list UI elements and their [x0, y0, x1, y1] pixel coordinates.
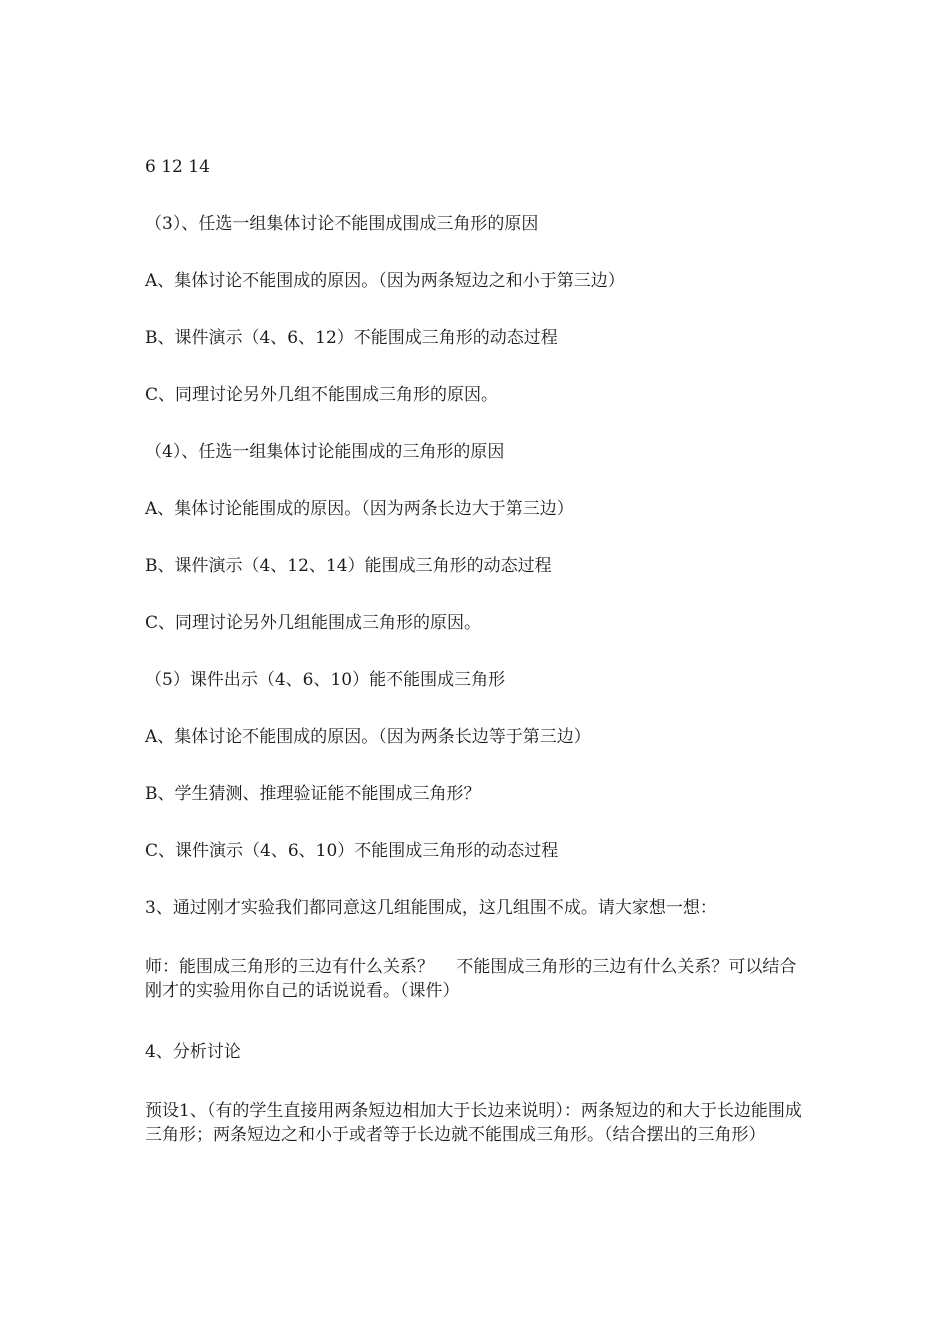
- section-heading: 4、分析讨论: [145, 1042, 241, 1062]
- text-paragraph: 预设1、（有的学生直接用两条短边相加大于长边来说明）：两条短边的和大于长边能围成三角形；两条短边之和小于或者等于长边就不能围成三角形。（结合摆出的三角形）: [145, 1101, 802, 1145]
- text-line: C、同理讨论另外几组不能围成三角形的原因。: [145, 385, 499, 405]
- text-line: 6 12 14: [145, 157, 210, 177]
- text-line: A、集体讨论不能围成的原因。（因为两条短边之和小于第三边）: [145, 271, 625, 291]
- text-line: A、集体讨论不能围成的原因。（因为两条长边等于第三边）: [145, 727, 591, 747]
- text-paragraph: 师：能围成三角形的三边有什么关系？ 不能围成三角形的三边有什么关系？可以结合刚才的实验用你自己的话说说看。（课件）: [145, 957, 797, 1001]
- text-line: A、集体讨论能围成的原因。（因为两条长边大于第三边）: [145, 499, 574, 519]
- text-line: B、学生猜测、推理验证能不能围成三角形？: [145, 784, 481, 804]
- text-line: （5）课件出示（4、6、10）能不能围成三角形: [145, 670, 506, 690]
- text-line: B、课件演示（4、6、12）不能围成三角形的动态过程: [145, 328, 558, 348]
- text-line: 3、通过刚才实验我们都同意这几组能围成，这几组围不成。请大家想一想：: [145, 898, 717, 918]
- text-line: （3）、任选一组集体讨论不能围成围成三角形的原因: [145, 214, 539, 234]
- text-line: B、课件演示（4、12、14）能围成三角形的动态过程: [145, 556, 552, 576]
- text-line: C、同理讨论另外几组能围成三角形的原因。: [145, 613, 482, 633]
- text-line: C、课件演示（4、6、10）不能围成三角形的动态过程: [145, 841, 559, 861]
- text-line: （4）、任选一组集体讨论能围成的三角形的原因: [145, 442, 505, 462]
